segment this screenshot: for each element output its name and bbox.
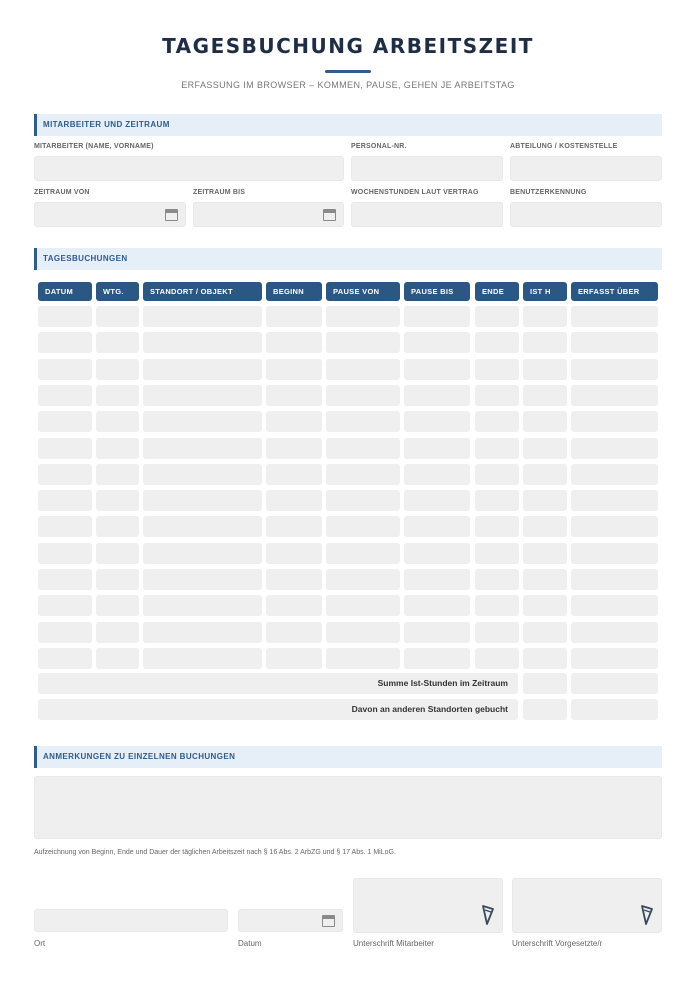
column-header-beginn: BEGINN bbox=[266, 282, 322, 301]
table-cell-wtg[interactable] bbox=[96, 569, 139, 590]
signature-supervisor-label: Unterschrift Vorgesetzte/r bbox=[512, 939, 603, 948]
personal-nr-field[interactable] bbox=[351, 156, 503, 181]
table-cell-datum[interactable] bbox=[38, 622, 92, 643]
table-cell-ist-h[interactable] bbox=[523, 411, 567, 432]
table-cell-standort[interactable] bbox=[143, 516, 262, 537]
table-cell-beginn[interactable] bbox=[266, 595, 322, 616]
table-cell-standort[interactable] bbox=[143, 411, 262, 432]
table-cell-beginn[interactable] bbox=[266, 464, 322, 485]
table-cell-ende[interactable] bbox=[475, 490, 519, 511]
table-cell-pause-von[interactable] bbox=[326, 490, 400, 511]
table-cell-standort[interactable] bbox=[143, 464, 262, 485]
page-subtitle: ERFASSUNG IM BROWSER – KOMMEN, PAUSE, GEHEN JE ARBEITSTAG bbox=[181, 80, 515, 90]
table-cell-pause-bis[interactable] bbox=[404, 306, 470, 327]
table-cell-datum[interactable] bbox=[38, 385, 92, 406]
sum-label-cell: Summe Ist-Stunden im Zeitraum bbox=[38, 673, 518, 694]
table-cell-pause-bis[interactable] bbox=[404, 543, 470, 564]
table-cell-wtg[interactable] bbox=[96, 438, 139, 459]
table-cell-ende[interactable] bbox=[475, 438, 519, 459]
table-cell-ist-h[interactable] bbox=[523, 464, 567, 485]
table-cell-pause-bis[interactable] bbox=[404, 385, 470, 406]
datum-field[interactable] bbox=[238, 909, 343, 932]
signature-supervisor-field[interactable] bbox=[512, 878, 662, 933]
table-cell-ist-h[interactable] bbox=[523, 306, 567, 327]
sum-ist-h-field[interactable] bbox=[523, 673, 567, 694]
table-cell-datum[interactable] bbox=[38, 595, 92, 616]
table-cell-beginn[interactable] bbox=[266, 438, 322, 459]
table-cell-datum[interactable] bbox=[38, 411, 92, 432]
other-sites-ist-h-field[interactable] bbox=[523, 699, 567, 720]
table-cell-wtg[interactable] bbox=[96, 359, 139, 380]
label-personal-nr: PERSONAL-NR. bbox=[351, 143, 407, 150]
table-cell-beginn[interactable] bbox=[266, 385, 322, 406]
table-cell-datum[interactable] bbox=[38, 543, 92, 564]
table-cell-ist-h[interactable] bbox=[523, 569, 567, 590]
label-abteilung: ABTEILUNG / KOSTENSTELLE bbox=[510, 143, 618, 150]
other-sites-erfasst-field[interactable] bbox=[571, 699, 658, 720]
table-cell-pause-bis[interactable] bbox=[404, 464, 470, 485]
table-cell-datum[interactable] bbox=[38, 490, 92, 511]
table-cell-ist-h[interactable] bbox=[523, 359, 567, 380]
table-cell-pause-von[interactable] bbox=[326, 595, 400, 616]
table-cell-beginn[interactable] bbox=[266, 622, 322, 643]
table-cell-beginn[interactable] bbox=[266, 411, 322, 432]
table-cell-wtg[interactable] bbox=[96, 490, 139, 511]
table-cell-erfasst-ueber[interactable] bbox=[571, 490, 658, 511]
table-cell-pause-von[interactable] bbox=[326, 359, 400, 380]
table-cell-pause-bis[interactable] bbox=[404, 438, 470, 459]
table-cell-beginn[interactable] bbox=[266, 359, 322, 380]
page-title: TAGESBUCHUNG ARBEITSZEIT bbox=[162, 34, 534, 58]
table-cell-pause-bis[interactable] bbox=[404, 332, 470, 353]
column-header-ist-h: IST H bbox=[523, 282, 567, 301]
table-cell-standort[interactable] bbox=[143, 332, 262, 353]
table-cell-datum[interactable] bbox=[38, 359, 92, 380]
table-cell-datum[interactable] bbox=[38, 569, 92, 590]
pen-icon bbox=[639, 904, 655, 926]
column-header-pause-bis: PAUSE BIS bbox=[404, 282, 470, 301]
table-cell-datum[interactable] bbox=[38, 516, 92, 537]
table-cell-ist-h[interactable] bbox=[523, 490, 567, 511]
wochenstunden-field[interactable] bbox=[351, 202, 503, 227]
column-header-erfasst-ueber: ERFASST ÜBER bbox=[571, 282, 658, 301]
zeitraum-bis-field[interactable] bbox=[193, 202, 344, 227]
table-cell-beginn[interactable] bbox=[266, 332, 322, 353]
table-cell-erfasst-ueber[interactable] bbox=[571, 306, 658, 327]
table-cell-pause-von[interactable] bbox=[326, 464, 400, 485]
table-cell-wtg[interactable] bbox=[96, 622, 139, 643]
table-cell-ende[interactable] bbox=[475, 359, 519, 380]
table-cell-wtg[interactable] bbox=[96, 306, 139, 327]
pen-icon bbox=[480, 904, 496, 926]
table-cell-datum[interactable] bbox=[38, 438, 92, 459]
table-cell-ist-h[interactable] bbox=[523, 543, 567, 564]
column-header-standort: STANDORT / OBJEKT bbox=[143, 282, 262, 301]
table-cell-datum[interactable] bbox=[38, 332, 92, 353]
table-cell-wtg[interactable] bbox=[96, 543, 139, 564]
table-cell-pause-von[interactable] bbox=[326, 306, 400, 327]
column-header-ende: ENDE bbox=[475, 282, 519, 301]
sum-erfasst-field[interactable] bbox=[571, 673, 658, 694]
table-cell-erfasst-ueber[interactable] bbox=[571, 332, 658, 353]
table-cell-erfasst-ueber[interactable] bbox=[571, 595, 658, 616]
table-cell-datum[interactable] bbox=[38, 464, 92, 485]
column-header-datum: DATUM bbox=[38, 282, 92, 301]
label-benutzer: BENUTZERKENNUNG bbox=[510, 189, 587, 196]
zeitraum-von-field[interactable] bbox=[34, 202, 186, 227]
table-cell-ende[interactable] bbox=[475, 464, 519, 485]
table-cell-erfasst-ueber[interactable] bbox=[571, 622, 658, 643]
table-cell-ist-h[interactable] bbox=[523, 385, 567, 406]
benutzer-field[interactable] bbox=[510, 202, 662, 227]
table-cell-pause-von[interactable] bbox=[326, 411, 400, 432]
table-cell-ist-h[interactable] bbox=[523, 595, 567, 616]
table-cell-wtg[interactable] bbox=[96, 648, 139, 669]
name-field[interactable] bbox=[34, 156, 344, 181]
table-cell-pause-von[interactable] bbox=[326, 543, 400, 564]
calendar-icon[interactable] bbox=[323, 209, 336, 221]
section-header-tagesbuchungen: TAGESBUCHUNGEN bbox=[34, 248, 662, 270]
table-cell-standort[interactable] bbox=[143, 438, 262, 459]
table-cell-erfasst-ueber[interactable] bbox=[571, 411, 658, 432]
table-cell-pause-bis[interactable] bbox=[404, 622, 470, 643]
table-cell-erfasst-ueber[interactable] bbox=[571, 438, 658, 459]
table-cell-erfasst-ueber[interactable] bbox=[571, 516, 658, 537]
label-wochenstunden: WOCHENSTUNDEN LAUT VERTRAG bbox=[351, 189, 479, 196]
remarks-textarea[interactable] bbox=[34, 776, 662, 839]
table-cell-erfasst-ueber[interactable] bbox=[571, 464, 658, 485]
signature-employee-field[interactable] bbox=[353, 878, 503, 933]
table-cell-pause-bis[interactable] bbox=[404, 490, 470, 511]
calendar-icon[interactable] bbox=[322, 915, 335, 927]
table-cell-standort[interactable] bbox=[143, 569, 262, 590]
table-cell-wtg[interactable] bbox=[96, 516, 139, 537]
table-cell-standort[interactable] bbox=[143, 595, 262, 616]
table-cell-beginn[interactable] bbox=[266, 569, 322, 590]
table-cell-standort[interactable] bbox=[143, 359, 262, 380]
label-zeitraum-von: ZEITRAUM VON bbox=[34, 189, 90, 196]
table-cell-erfasst-ueber[interactable] bbox=[571, 648, 658, 669]
table-cell-beginn[interactable] bbox=[266, 543, 322, 564]
table-cell-erfasst-ueber[interactable] bbox=[571, 569, 658, 590]
table-cell-standort[interactable] bbox=[143, 306, 262, 327]
column-header-pause-von: PAUSE VON bbox=[326, 282, 400, 301]
table-cell-ist-h[interactable] bbox=[523, 648, 567, 669]
table-cell-erfasst-ueber[interactable] bbox=[571, 543, 658, 564]
ort-label: Ort bbox=[34, 939, 46, 948]
table-cell-erfasst-ueber[interactable] bbox=[571, 385, 658, 406]
table-cell-pause-bis[interactable] bbox=[404, 595, 470, 616]
table-cell-standort[interactable] bbox=[143, 622, 262, 643]
table-cell-pause-von[interactable] bbox=[326, 648, 400, 669]
table-cell-ende[interactable] bbox=[475, 543, 519, 564]
table-cell-standort[interactable] bbox=[143, 385, 262, 406]
ort-field[interactable] bbox=[34, 909, 228, 932]
table-cell-beginn[interactable] bbox=[266, 516, 322, 537]
table-cell-pause-von[interactable] bbox=[326, 438, 400, 459]
table-cell-wtg[interactable] bbox=[96, 411, 139, 432]
table-cell-wtg[interactable] bbox=[96, 385, 139, 406]
table-cell-ende[interactable] bbox=[475, 411, 519, 432]
table-cell-ende[interactable] bbox=[475, 306, 519, 327]
table-cell-ist-h[interactable] bbox=[523, 438, 567, 459]
other-sites-label-cell: Davon an anderen Standorten gebucht bbox=[38, 699, 518, 720]
table-cell-pause-bis[interactable] bbox=[404, 569, 470, 590]
table-cell-ende[interactable] bbox=[475, 569, 519, 590]
column-header-wtg: WTG. bbox=[96, 282, 139, 301]
legal-note: Aufzeichnung von Beginn, Ende und Dauer der täglichen Arbeitszeit nach § 16 Abs. 2 ArbZG und § 17 Abs. 1 MiLoG. bbox=[34, 849, 396, 856]
table-cell-wtg[interactable] bbox=[96, 464, 139, 485]
table-cell-ende[interactable] bbox=[475, 595, 519, 616]
table-cell-ist-h[interactable] bbox=[523, 516, 567, 537]
table-cell-beginn[interactable] bbox=[266, 648, 322, 669]
table-cell-pause-bis[interactable] bbox=[404, 411, 470, 432]
table-cell-ende[interactable] bbox=[475, 648, 519, 669]
table-cell-ende[interactable] bbox=[475, 385, 519, 406]
table-cell-wtg[interactable] bbox=[96, 332, 139, 353]
table-cell-standort[interactable] bbox=[143, 543, 262, 564]
table-cell-pause-von[interactable] bbox=[326, 332, 400, 353]
table-cell-beginn[interactable] bbox=[266, 490, 322, 511]
table-cell-ist-h[interactable] bbox=[523, 622, 567, 643]
label-name: MITARBEITER (NAME, VORNAME) bbox=[34, 143, 154, 150]
table-cell-pause-von[interactable] bbox=[326, 385, 400, 406]
calendar-icon[interactable] bbox=[165, 209, 178, 221]
table-cell-pause-bis[interactable] bbox=[404, 516, 470, 537]
table-cell-ende[interactable] bbox=[475, 516, 519, 537]
table-cell-pause-bis[interactable] bbox=[404, 648, 470, 669]
title-underline bbox=[325, 70, 371, 73]
table-cell-standort[interactable] bbox=[143, 648, 262, 669]
table-cell-pause-bis[interactable] bbox=[404, 359, 470, 380]
table-cell-ist-h[interactable] bbox=[523, 332, 567, 353]
table-cell-datum[interactable] bbox=[38, 306, 92, 327]
section-header-mitarbeiter: MITARBEITER UND ZEITRAUM bbox=[34, 114, 662, 136]
table-cell-erfasst-ueber[interactable] bbox=[571, 359, 658, 380]
section-header-anmerkungen: ANMERKUNGEN ZU EINZELNEN BUCHUNGEN bbox=[34, 746, 662, 768]
table-cell-pause-von[interactable] bbox=[326, 569, 400, 590]
label-zeitraum-bis: ZEITRAUM BIS bbox=[193, 189, 246, 196]
abteilung-field[interactable] bbox=[510, 156, 662, 181]
table-cell-pause-von[interactable] bbox=[326, 622, 400, 643]
datum-label: Datum bbox=[238, 939, 262, 948]
table-cell-standort[interactable] bbox=[143, 490, 262, 511]
table-cell-ende[interactable] bbox=[475, 332, 519, 353]
table-cell-datum[interactable] bbox=[38, 648, 92, 669]
table-cell-ende[interactable] bbox=[475, 622, 519, 643]
table-cell-beginn[interactable] bbox=[266, 306, 322, 327]
table-cell-pause-von[interactable] bbox=[326, 516, 400, 537]
signature-employee-label: Unterschrift Mitarbeiter bbox=[353, 939, 434, 948]
table-cell-wtg[interactable] bbox=[96, 595, 139, 616]
